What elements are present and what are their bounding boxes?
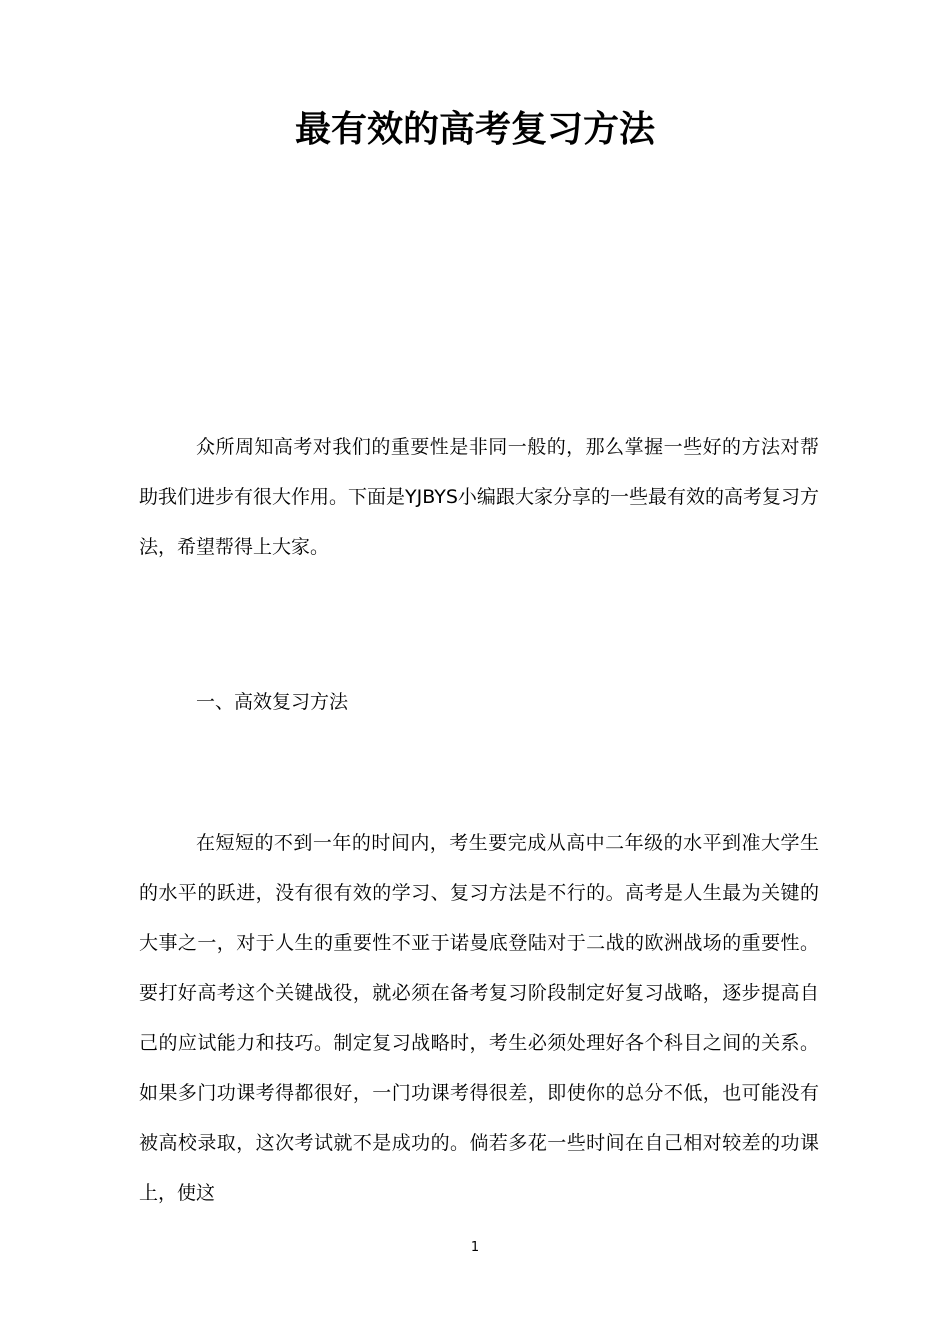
body-paragraph: 在短短的不到一年的时间内，考生要完成从高中二年级的水平到准大学生的水平的跃进，没有很有效的学习、复习方法是不行的。高考是人生最为关键的大事之一，对于人生的重要性不亚于诺曼底登陆对于二战的欧洲战场的重要性。要打好高考这个关键战役，就必须在备考复习阶段制定好复习战略，逐步提高自己的应试能力和技巧。制定复习战略时，考生必须处理好各个科目之间的关系。如果多门功课考得都很好，一门功课考得很差，即使你的总分不低，也可能没有被高校录取，这次考试就不是成功的。倘若多花一些时间在自己相对较差的功课上，使这 (139, 832, 819, 1204)
page-title: 最有效的高考复习方法 (294, 109, 655, 150)
section-heading: 一、高效复习方法 (196, 691, 349, 713)
page-number: 1 (470, 1240, 480, 1255)
intro-paragraph: 众所周知高考对我们的重要性是非同一般的，那么掌握一些好的方法对帮助我们进步有很大作用。下面是YJBYS小编跟大家分享的一些最有效的高考复习方法，希望帮得上大家。 (139, 436, 819, 558)
